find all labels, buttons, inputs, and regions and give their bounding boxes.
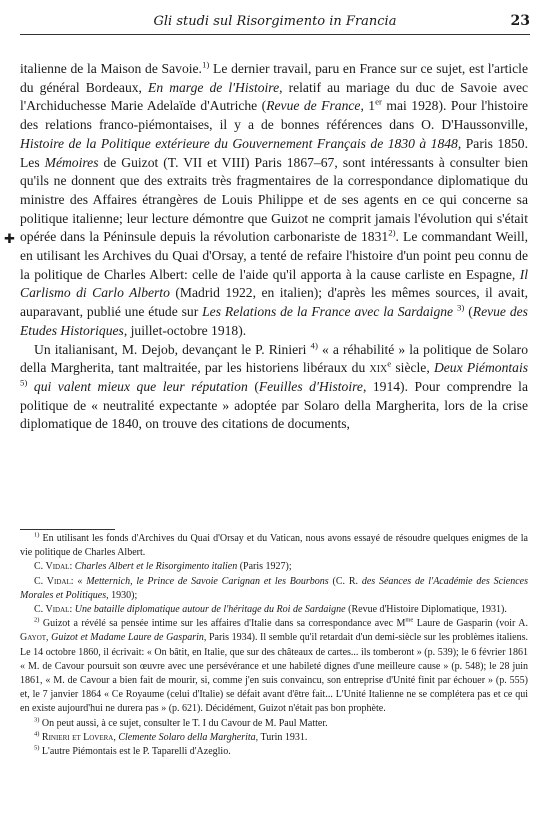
superscript: me [405, 616, 414, 624]
text-run: (Revue d'Histoire Diplomatique, 1931). [345, 604, 507, 616]
text-run: , 1914). Pour comprendre la politique de « neutralité expectante » adoptée par Solaro della Margherita, lors de la crise diplomatique de 1840, on trouve des citations de documents, [20, 378, 528, 432]
text-run: ( [464, 304, 473, 320]
text-run: , relatif au mariage du duc de Savoie avec l'Archiduchesse Marie Adelaïde d'Autriche ( [20, 79, 529, 114]
page-number: 23 [510, 13, 530, 29]
footnote-5 [20, 745, 528, 759]
text-run: , Paris 1934). Il semble qu'il retardait d'un demi-siècle sur les problèmes italiens. Le 14 octobre 1860, il écrivait: « On bâtit, en Italie, que sur des châteaux de cartes... ils tomberont » (p. 539); le 6 février 1861 « M. de Cavour poursuit son œuvre avec une persévérance et une habileté dignes d'une meilleure cause » (p. 548); le 28 juin 1861, « M. de Cavour a bien fait de mourir, si, comme j'en suis convaincu, son entreprise d'Unité finit par échouer » (p. 555) et, le 7 janvier 1864 « Ce Royaume (celui d'Italie) se défait avant d'être fait... L'Unité Italienne ne se complétera pas et ce qui en existe aujourd'hui ne durera pas » (p. 621). Décidément, Guizot n'était pas bon prophète. [20, 632, 528, 715]
footnotes [20, 532, 528, 759]
superscript: 3) [456, 302, 465, 313]
superscript: 4) [310, 340, 318, 351]
superscript: 2) [388, 227, 396, 238]
italic-run: Il Carlismo di Carlo Alberto [20, 266, 528, 301]
italic-run: qui valent mieux que leur réputation [33, 378, 248, 394]
text-run: , Paris 1850. Les [20, 135, 528, 170]
text-run: siècle, [391, 360, 434, 376]
text-run: (Paris 1927); [237, 561, 292, 573]
text-run: ( [247, 378, 259, 394]
italic-run: En marge de l'Histoire [148, 79, 280, 95]
text-run: Un italianisant, M. Dejob, devançant le P. Rinieri [34, 341, 311, 357]
small-caps-run: xix [369, 360, 388, 376]
text-run: mai 1928). Pour l'histoire des relations franco-piémontaises, il y a de bonnes références dans O. D'Haussonville, [20, 98, 529, 133]
text-run: , [46, 632, 52, 644]
italic-run: Clemente Solaro della Margherita [118, 731, 256, 743]
small-caps-run: Rinieri et Lovera [41, 731, 114, 743]
paragraph-2 [20, 341, 528, 435]
italic-run: Revue des Etudes Historiques [20, 304, 528, 338]
superscript: 3) [34, 716, 40, 724]
superscript: 5) [20, 377, 28, 388]
text-run: On peut aussi, à ce sujet, consulter le T. I du Cavour de M. Paul Matter. [39, 717, 328, 729]
text-run: italienne de la Maison de Savoie. [20, 61, 202, 76]
footnote-1 [20, 532, 528, 560]
footnote-4 [20, 731, 528, 745]
italic-run: Histoire de la Politique extérieure du Gouvernement Français de 1830 à 1848 [20, 135, 458, 151]
running-title: Gli studi sul Risorgimento in Francia [153, 14, 397, 29]
small-caps-run: C. Vidal [34, 575, 71, 587]
small-caps-run: C. Vidal [34, 604, 70, 616]
text-run: (C. R. [328, 575, 362, 587]
superscript: 1) [201, 59, 210, 70]
footnote-1-ref-c [20, 603, 528, 617]
italic-run: Mémoires [44, 154, 99, 170]
italic-run: Les Relations de la France avec la Sardaigne [202, 304, 454, 320]
italic-run: Une bataille diplomatique autour de l'héritage du Roi de Sardaigne [74, 604, 346, 616]
text-run: , 1 [360, 98, 376, 114]
text-run: , [113, 731, 119, 743]
text-run: , Turin 1931. [255, 731, 308, 743]
footnote-1-ref-a [20, 560, 528, 574]
italic-run: Revue de France [266, 98, 361, 114]
superscript: 5) [34, 744, 40, 752]
italic-run: Charles Albert et le Risorgimento italien [74, 561, 238, 573]
text-run: Le dernier travail, paru en France sur ce sujet, est l'article du général Bordeaux, [20, 61, 528, 95]
text-run: de Guizot (T. VII et VIII) Paris 1867–67, sont intéressants à consulter bien qu'ils ne donnent que des extraits très fragmentaires de la correspondance diplomatique du ministre des Affaires étrangères de Louis Philippe et de ses agents en ce qui concerne sa politique italienne; leur lecture démontre que Guizot ne comprit jamais l'évolution qui s'était opérée dans la Péninsule depuis la révolution carbonariste de 1831 [20, 154, 528, 245]
footnote-1-ref-b [20, 575, 528, 603]
superscript: e [387, 358, 392, 369]
superscript: er [375, 96, 382, 107]
footnote-separator [20, 529, 115, 530]
text-run: : [69, 561, 75, 573]
text-run: (Madrid 1922, en italien); d'après les mêmes sources, il avait, auparavant, publié une étude sur [20, 285, 528, 320]
text-run: « a réhabilité » la politique de Solaro della Margherita, tant maltraitée, par les historiens libéraux du [20, 341, 528, 376]
text-run: : [69, 604, 75, 616]
italic-run: Deux Piémontais [433, 360, 529, 376]
small-caps-run: Gayot [20, 632, 47, 644]
main-text [20, 60, 528, 434]
superscript: 2) [34, 616, 40, 624]
margin-marker-icon: ✚ [4, 232, 15, 247]
text-run: Laure de Gasparin (voir A. [413, 618, 528, 630]
text-run: , juillet-octobre 1918). [123, 322, 247, 338]
text-run: L'autre Piémontais est le P. Taparelli d'Azeglio. [39, 746, 231, 758]
text-run: En utilisant les fonds d'Archives du Quai d'Orsay et du Vatican, nous avons essayé de résoudre quelques enigmes de la vie politique de Charles Albert. [20, 533, 528, 559]
superscript: 1) [34, 531, 40, 539]
text-run: Guizot a révélé sa pensée intime sur les affaires d'Italie dans sa correspondance avec M [39, 618, 406, 630]
text-run: : « [70, 575, 87, 587]
footnote-2 [20, 617, 528, 716]
italic-run: Feuilles d'Histoire [258, 378, 363, 394]
italic-run: Guizot et Madame Laure de Gasparin [51, 632, 204, 644]
paragraph-1 [20, 60, 528, 341]
italic-run: des Séances de l'Académie des Sciences Morales et Politiques [20, 575, 529, 601]
text-run: , 1930); [106, 589, 138, 601]
italic-run: Metternich, le Prince de Savoie Carignan et les Bourbons [86, 575, 329, 587]
small-caps-run: C. Vidal [34, 561, 70, 573]
running-header [20, 12, 530, 35]
superscript: 4) [34, 730, 40, 738]
text-run: . Le commandant Weill, en utilisant les Archives du Quai d'Orsay, a tenté de refaire l'histoire d'un point peu connu de la politique de Charles Albert: celle de l'aide qu'il apporta à la cause carliste en Espagne, [20, 229, 529, 282]
footnote-3 [20, 717, 528, 731]
